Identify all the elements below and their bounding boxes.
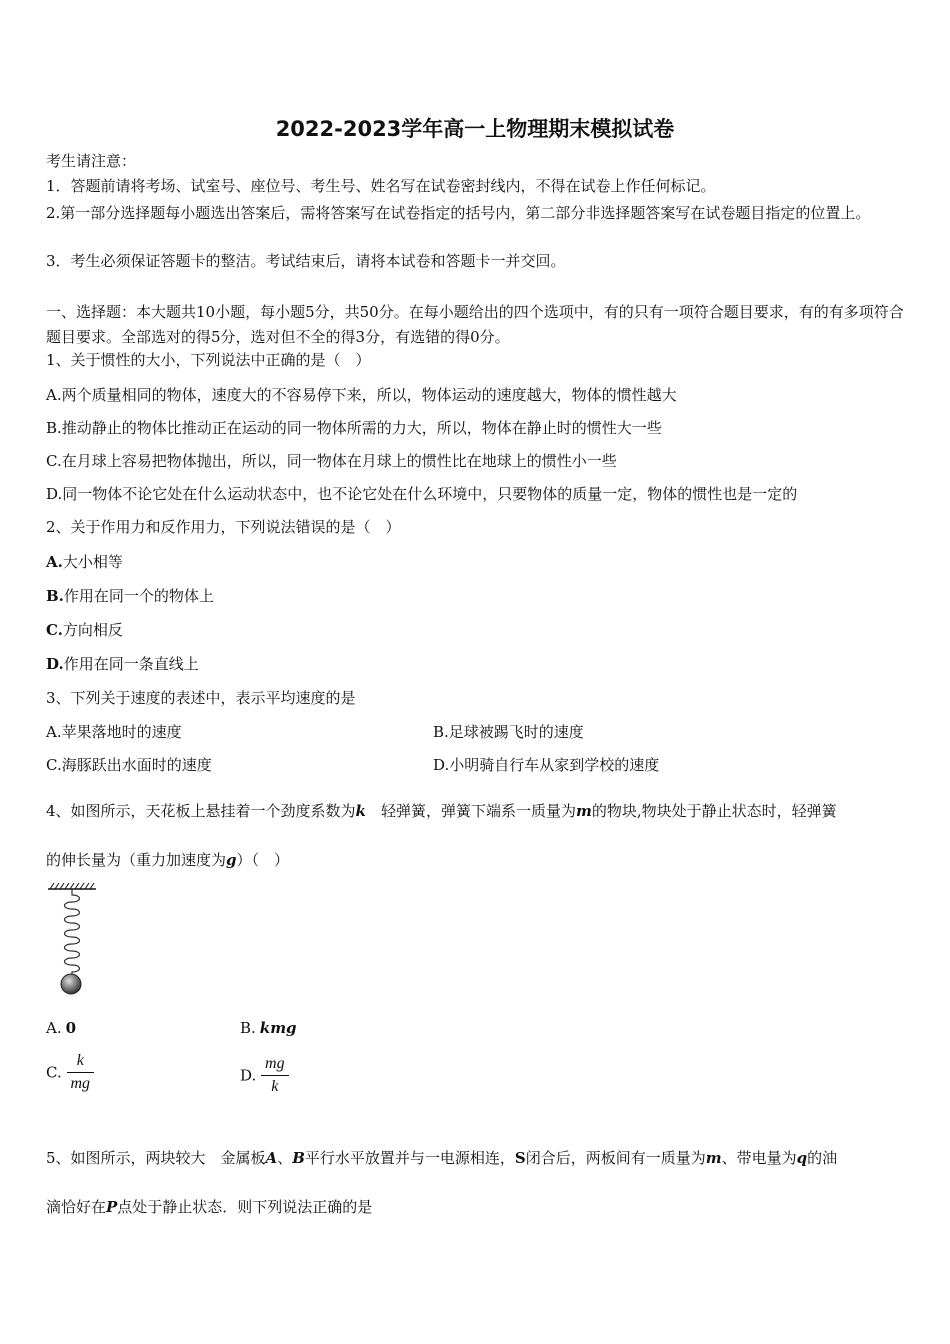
q4-stem-line1: 4、如图所示，天花板上悬挂着一个劲度系数为k 轻弹簧，弹簧下端系一质量为m的物块,物块处于静止状态时，轻弹簧 bbox=[46, 802, 837, 820]
fraction-k-over-mg: $\frac{k}{mg}$ bbox=[67, 1052, 95, 1093]
mass-ball bbox=[61, 974, 81, 994]
q2-option-c: C.方向相反 bbox=[46, 621, 123, 639]
notice-item-3: 3．考生必须保证答题卡的整洁。考试结束后，请将本试卷和答题卡一并交回。 bbox=[46, 252, 566, 270]
spring-figure bbox=[44, 883, 100, 998]
q2-stem: 2、关于作用力和反作用力，下列说法错误的是（ ） bbox=[46, 518, 401, 536]
notice-item-1: 1．答题前请将考场、试室号、座位号、考生号、姓名写在试卷密封线内，不得在试卷上作任何标记。 bbox=[46, 177, 716, 195]
q1-option-b: B.推动静止的物体比推动正在运动的同一物体所需的力大，所以，物体在静止时的惯性大一些 bbox=[46, 419, 662, 437]
q2-option-d: D.作用在同一条直线上 bbox=[46, 655, 199, 673]
q4-stem-line2: 的伸长量为（重力加速度为g）（ ） bbox=[46, 851, 290, 869]
q1-option-a: A.两个质量相同的物体，速度大的不容易停下来，所以，物体运动的速度越大，物体的惯性越大 bbox=[46, 386, 677, 404]
q3-option-d: D.小明骑自行车从家到学校的速度 bbox=[433, 756, 660, 774]
fraction-mg-over-k: $\frac{mg}{k}$ bbox=[261, 1055, 289, 1096]
q5-stem-line2: 滴恰好在P点处于静止状态．则下列说法正确的是 bbox=[46, 1198, 373, 1216]
q4-option-a: A. 0 bbox=[46, 1019, 77, 1037]
section-intro: 一、选择题：本大题共10小题，每小题5分，共50分。在每小题给出的四个选项中，有的只有一项符合题目要求，有的有多项符合题目要求。全部选对的得5分，选对但不全的得3分，有选错的得0分。 bbox=[46, 303, 904, 346]
q3-option-b: B.足球被踢飞时的速度 bbox=[433, 723, 584, 741]
notice-heading: 考生请注意： bbox=[46, 152, 137, 170]
notice-item-2: 2.第一部分选择题每小题选出答案后，需将答案写在试卷指定的括号内，第二部分非选择题答案写在试卷题目指定的位置上。 bbox=[46, 204, 871, 222]
q3-option-c: C.海豚跃出水面时的速度 bbox=[46, 756, 212, 774]
q5-stem-line1: 5、如图所示，两块较大 金属板A、B平行水平放置并与一电源相连，S闭合后，两板间有一质量为m、带电量为q的油 bbox=[46, 1149, 838, 1167]
q3-option-a: A.苹果落地时的速度 bbox=[46, 723, 182, 741]
q3-stem: 3、下列关于速度的表述中，表示平均速度的是 bbox=[46, 689, 356, 707]
q1-stem: 1、关于惯性的大小，下列说法中正确的是（ ） bbox=[46, 351, 371, 369]
spring-coil bbox=[65, 889, 80, 975]
q4-option-c: C. $\frac{k}{mg}$ bbox=[46, 1052, 94, 1093]
q4-option-d: D. $\frac{mg}{k}$ bbox=[240, 1055, 289, 1096]
page-title: 2022-2023学年高一上物理期末模拟试卷 bbox=[275, 117, 675, 141]
q1-option-d: D.同一物体不论它处在什么运动状态中，也不论它处在什么环境中，只要物体的质量一定，物体的惯性也是一定的 bbox=[46, 485, 798, 503]
q4-option-b: B. kmg bbox=[240, 1019, 297, 1037]
q2-option-a: A.大小相等 bbox=[46, 553, 123, 571]
q2-option-b: B.作用在同一个的物体上 bbox=[46, 587, 214, 605]
q1-option-c: C.在月球上容易把物体抛出，所以，同一物体在月球上的惯性比在地球上的惯性小一些 bbox=[46, 452, 617, 470]
